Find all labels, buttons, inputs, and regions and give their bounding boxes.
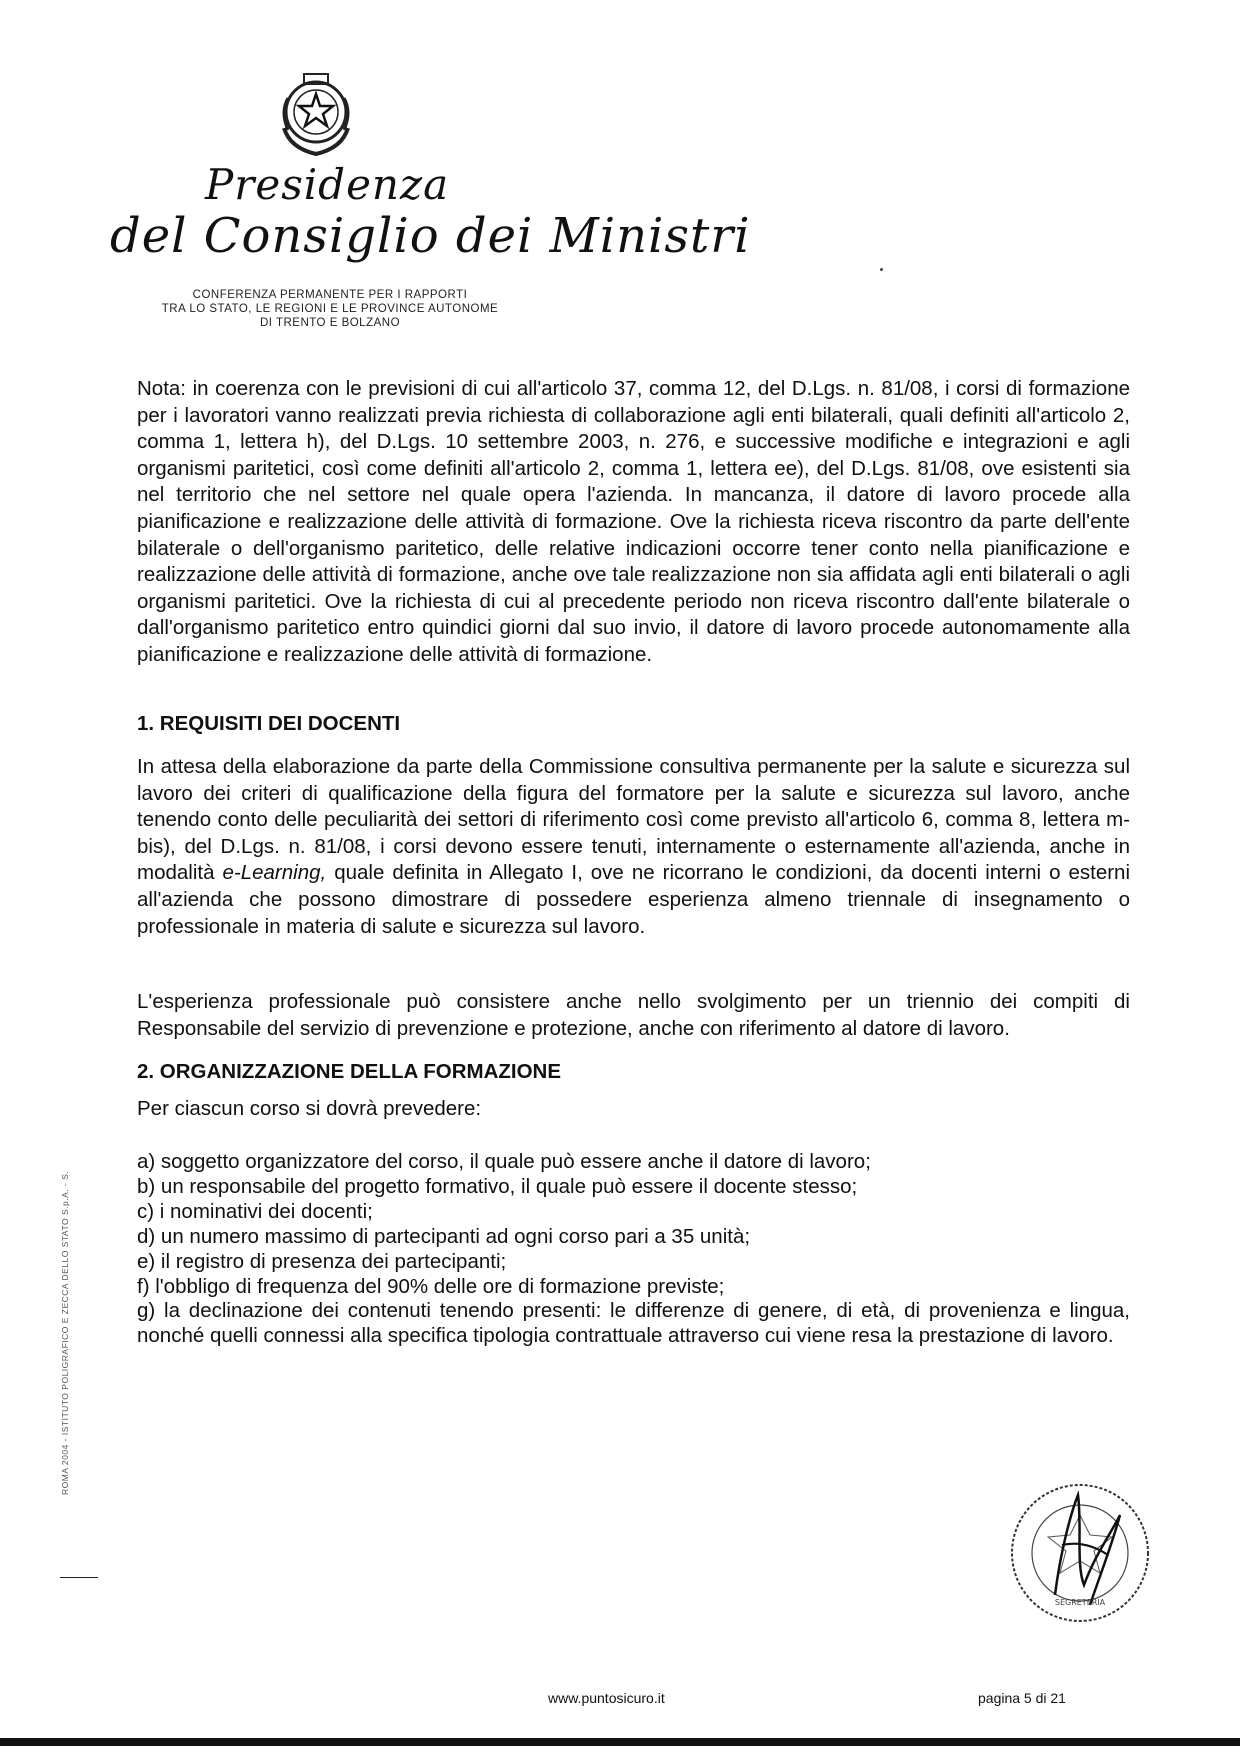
margin-rule [60, 1577, 98, 1578]
section2-list [137, 1150, 1130, 1349]
section1-p1-after: quale definita in Allegato I, ove ne ricorrano le condizioni, da docenti interni o esterni all'azienda che possono dimostrare di possedere esperienza almeno triennale di insegnamento o professionale in materia di salute e sicurezza sul lavoro. [137, 861, 1131, 938]
section1-p2: L'esperienza professionale può consistere anche nello svolgimento per un triennio dei compiti di Responsabile del servizio di prevenzione e protezione, anche con riferimento al datore di lavoro. [137, 990, 1130, 1040]
section2-intro: Per ciascun corso si dovrà prevedere: [137, 1097, 482, 1120]
section1-p1-before: In attesa della elaborazione da parte della Commissione consultiva permanente per la salute e sicurezza sul lavoro dei criteri di qualificazione della figura del formatore per la salute e sicurezza sul lavoro, anche tenendo conto delle peculiarità dei settori di riferimento così come previsto all'articolo 6, comma 8, lettera m-bis), del D.Lgs. n. 81/08, i corsi devono essere tenuti, internamente o esternamente all'azienda, anche in modalità [137, 755, 1130, 885]
section1-p1 [137, 754, 1130, 940]
header-subtitle [110, 288, 550, 330]
list-item: d) un numero massimo di partecipanti ad ogni corso pari a 35 unità; [137, 1224, 751, 1248]
section1-p1-italic: e-Learning, [222, 861, 327, 885]
list-item: b) un responsabile del progetto formativo, il quale può essere il docente stesso; [137, 1174, 858, 1198]
header-subtitle-line: DI TRENTO E BOLZANO [259, 317, 401, 329]
svg-text:SEGRETERIA: SEGRETERIA [1054, 1598, 1106, 1607]
nota-text: Nota: in coerenza con le previsioni di cui all'articolo 37, comma 12, del D.Lgs. n. 81/08, i corsi di formazione per i lavoratori vanno realizzati previa richiesta di collaborazione agli enti bilaterali, quali definiti all'articolo 2, comma 1, lettera h), del D.Lgs. 10 settembre 2003, n. 276, e successive modifiche e integrazioni e agli organismi paritetici, così come definiti all'articolo 2, comma 1, lettera ee), del D.Lgs. 81/08, ove esistenti sia nel territorio che nel settore nel quale opera l'azienda. In mancanza, il datore di lavoro procede alla pianificazione e realizzazione delle attività di formazione. Ove la richiesta riceva riscontro da parte dell'ente bilaterale o dell'organismo paritetico, delle relative indicazioni occorre tener conto nella pianificazione e realizzazione delle attività di formazione, anche ove tale realizzazione non sia affidata agli enti bilaterali o agli organismi paritetici. Ove la richiesta di cui al precedente periodo non riceva riscontro dall'ente bilaterale o dall'organismo paritetico entro quindici giorni dal suo invio, il datore di lavoro procede autonomamente alla pianificazione e realizzazione delle attività di formazione. [137, 377, 1130, 666]
header-subtitle-line: TRA LO STATO, LE REGIONI E LE PROVINCE AUTONOME [161, 303, 499, 315]
margin-imprint: ROMA 2004 - ISTITUTO POLIGRAFICO E ZECCA DELLO STATO S.p.A. - S. [60, 1170, 70, 1495]
list-item: c) i nominativi dei docenti; [137, 1199, 373, 1223]
section2-heading: 2. ORGANIZZAZIONE DELLA FORMAZIONE [137, 1060, 562, 1083]
list-item: g) la declinazione dei contenuti tenendo presenti: le differenze di genere, di età, di provenienza e lingua, nonché quelli connessi alla specifica tipologia contrattuale attraverso cui viene resa la prestazione di lavoro. [137, 1299, 1130, 1348]
section1-heading: 1. REQUISITI DEI DOCENTI [137, 712, 401, 735]
scan-speck [880, 268, 883, 271]
footer-page-number: pagina 5 di 21 [978, 1690, 1066, 1706]
list-item: a) soggetto organizzatore del corso, il quale può essere anche il datore di lavoro; [137, 1150, 871, 1173]
header-title-presidenza: Presidenza [205, 160, 450, 209]
list-item: e) il registro di presenza dei partecipanti; [137, 1249, 507, 1273]
header-title-consiglio: del Consiglio dei Ministri [110, 208, 751, 264]
section1-paragraph2 [137, 989, 1130, 1042]
italian-republic-emblem [270, 68, 362, 160]
section1-paragraph1 [137, 754, 1130, 940]
nota-paragraph [137, 376, 1130, 669]
footer-url: www.puntosicuro.it [548, 1690, 665, 1706]
list-item: f) l'obbligo di frequenza del 90% delle ore di formazione previste; [137, 1274, 725, 1298]
header-subtitle-line: CONFERENZA PERMANENTE PER I RAPPORTI [192, 289, 468, 301]
scan-bottom-edge [0, 1738, 1240, 1746]
official-stamp [1000, 1475, 1160, 1630]
